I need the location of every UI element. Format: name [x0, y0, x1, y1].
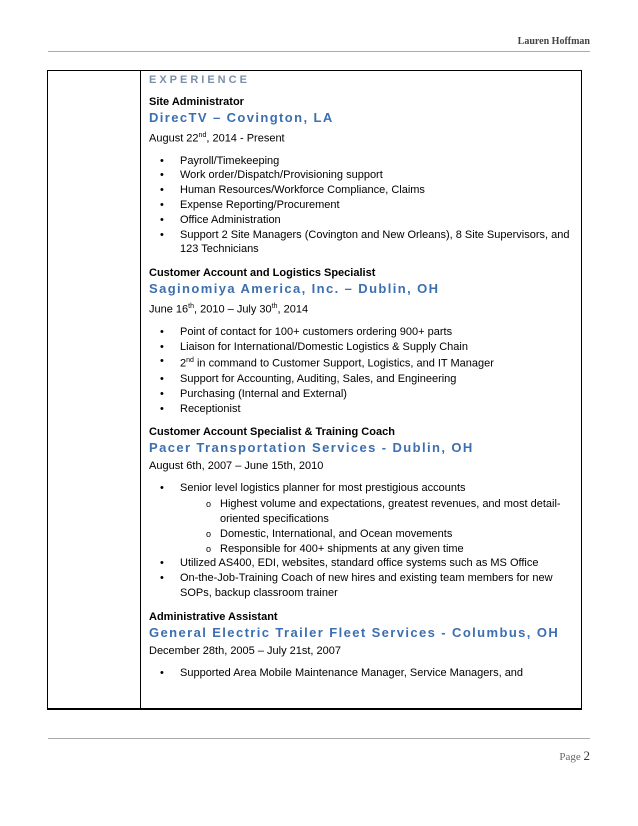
job-entry [149, 96, 577, 257]
list-item: • Utilized AS400, EDI, websites, standard office systems such as MS Office [180, 556, 577, 571]
section-title: EXPERIENCE [149, 74, 250, 86]
header-rule [48, 51, 590, 52]
job-entry [149, 267, 577, 416]
duties-list [149, 325, 577, 416]
list-item: • Work order/Dispatch/Provisioning support [180, 168, 577, 183]
job-entry [149, 426, 577, 600]
sub-list-item: o Responsible for 400+ shipments at any given time [220, 542, 577, 557]
list-item: • Point of contact for 100+ customers ordering 900+ parts [180, 325, 577, 340]
company-name: DirecTV – Covington, LA [149, 110, 334, 125]
list-item: • 2nd in command to Customer Support, Logistics, and IT Manager [180, 354, 577, 371]
sub-list-item: o Highest volume and expectations, greatest revenues, and most detail-oriented specifications [220, 497, 577, 527]
list-item: • Purchasing (Internal and External) [180, 387, 577, 402]
company-name: Saginomiya America, Inc. – Dublin, OH [149, 281, 440, 297]
job-title: Customer Account Specialist & Training Coach [149, 426, 395, 439]
sub-list [180, 497, 577, 556]
list-item: • Support for Accounting, Auditing, Sales, and Engineering [180, 372, 577, 387]
company-name: Pacer Transportation Services - Dublin, OH [149, 440, 474, 456]
list-item: • Senior level logistics planner for most prestigious accounts o Highest volume and expectations, greatest revenues, and most detail-oriented specifications o Domestic, International, and Ocean movements o Responsible for 400+ shipments at any given time [180, 481, 577, 556]
list-item: • Expense Reporting/Procurement [180, 198, 577, 213]
table-column-divider [140, 70, 141, 710]
footer-rule [48, 738, 590, 739]
list-item: • Office Administration [180, 213, 577, 228]
list-item: • Liaison for International/Domestic Logistics & Supply Chain [180, 340, 577, 355]
job-dates: August 6th, 2007 – June 15th, 2010 [149, 460, 324, 473]
list-item: • Support 2 Site Managers (Covington and New Orleans), 8 Site Supervisors, and 123 Technicians [180, 228, 577, 258]
duties-list [149, 666, 577, 681]
duties-list [149, 481, 577, 600]
company-name: General Electric Trailer Fleet Services - Columbus, OH [149, 624, 560, 640]
header-name: Lauren Hoffman [517, 36, 590, 47]
list-item: • Human Resources/Workforce Compliance, Claims [180, 183, 577, 198]
list-item: • Receptionist [180, 402, 577, 417]
list-item: • Supported Area Mobile Maintenance Manager, Service Managers, and [180, 666, 577, 681]
job-dates: August 22nd, 2014 - Present [149, 132, 285, 145]
experience-section [149, 74, 577, 691]
job-title: Customer Account and Logistics Specialist [149, 267, 376, 280]
list-item: • Payroll/Timekeeping [180, 154, 577, 169]
list-item: • On-the-Job-Training Coach of new hires and existing team members for new SOPs, backup classroom trainer [180, 571, 577, 601]
job-title: Administrative Assistant [149, 610, 278, 623]
job-entry [149, 611, 577, 681]
job-dates: June 16th, 2010 – July 30th, 2014 [149, 303, 309, 316]
duties-list [149, 154, 577, 258]
page-number: Page 2 [559, 748, 590, 763]
sub-list-item: o Domestic, International, and Ocean movements [220, 527, 577, 542]
job-title: Site Administrator [149, 96, 244, 108]
job-dates: December 28th, 2005 – July 21st, 2007 [149, 644, 342, 657]
